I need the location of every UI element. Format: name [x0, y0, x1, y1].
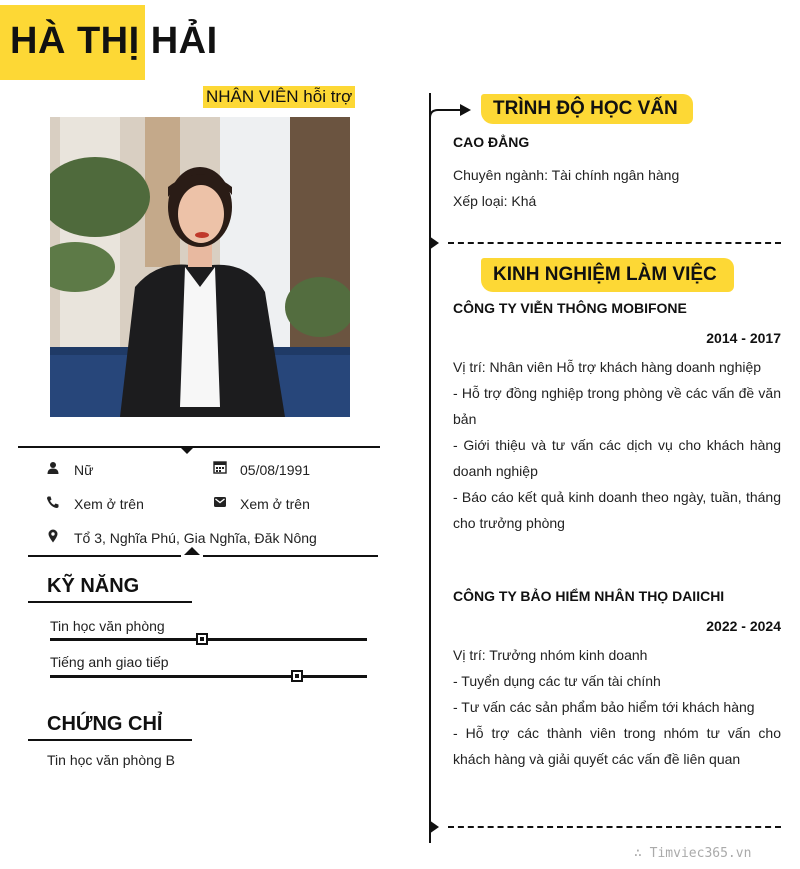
job-line: Vị trí: Trưởng nhóm kinh doanh [453, 647, 648, 663]
certificate-item: Tin học văn phòng B [47, 752, 175, 768]
company-name: CÔNG TY BẢO HIỂM NHÂN THỌ DAIICHI [453, 588, 725, 604]
birthday-value: 05/08/1991 [240, 462, 311, 478]
profile-photo [50, 117, 350, 417]
job-line: - Hỗ trợ các thành viên trong nhóm tư vấn cho khách hàng và giải quyết các vấn đề liên quan [453, 725, 781, 767]
address-value: Tổ 3, Nghĩa Phú, Gia Nghĩa, Đăk Nông [74, 530, 317, 546]
skills-underline [28, 601, 192, 603]
job-period: 2014 - 2017 [706, 330, 781, 346]
experience-title: KINH NGHIỆM LÀM VIỆC [493, 264, 717, 285]
certificates-title: CHỨNG CHỈ [47, 713, 163, 735]
education-title: TRÌNH ĐỘ HỌC VẤN [493, 98, 678, 119]
education-school: CAO ĐẲNG [453, 134, 530, 150]
skill-label: Tiếng anh giao tiếp [50, 654, 169, 670]
gender-value: Nữ [74, 462, 94, 478]
watermark-text: Timviec365.vn [649, 846, 752, 861]
location-icon [46, 529, 60, 543]
section-divider [448, 826, 781, 828]
timeline-line [429, 93, 431, 843]
job-period: 2022 - 2024 [706, 618, 781, 634]
skill-level-marker [196, 633, 208, 645]
phone-icon [46, 495, 60, 509]
phone-value: Xem ở trên [74, 496, 144, 512]
info-divider-top [18, 446, 380, 448]
education-major: Chuyên ngành: Tài chính ngân hàng [453, 167, 680, 183]
skill-bar [50, 638, 367, 641]
timeline-marker [429, 236, 439, 250]
job-line: - Tuyển dụng các tư vấn tài chính [453, 673, 661, 689]
job-line: - Báo cáo kết quả kinh doanh theo ngày, tuần, tháng cho trưởng phòng [453, 489, 781, 531]
job-line: - Giới thiệu và tư vấn các dịch vụ cho khách hàng doanh nghiệp [453, 437, 781, 479]
calendar-icon [213, 460, 227, 474]
section-divider [448, 242, 781, 244]
email-icon [213, 495, 227, 509]
job-line: - Hỗ trợ đồng nghiệp trong phòng về các vấn đề văn bản [453, 385, 781, 427]
skill-bar [50, 675, 367, 678]
certificates-underline [28, 739, 192, 741]
skill-label: Tin học văn phòng [50, 618, 165, 634]
skills-title: KỸ NĂNG [47, 575, 140, 597]
skill-level-marker [291, 670, 303, 682]
job-line: - Tư vấn các sản phẩm bảo hiểm tới khách hàng [453, 699, 755, 715]
education-grade: Xếp loại: Khá [453, 193, 537, 209]
info-divider-bottom [28, 555, 378, 557]
watermark: ∴ Timviec365.vn [634, 846, 752, 861]
job-line: Vị trí: Nhân viên Hỗ trợ khách hàng doanh nghiệp [453, 359, 762, 375]
candidate-name: HÀ THỊ HẢI [10, 20, 218, 62]
email-value: Xem ở trên [240, 496, 310, 512]
timeline-marker [429, 820, 439, 834]
arrow-right-icon [429, 101, 473, 119]
job-position: NHÂN VIÊN hỗi trợ [203, 86, 355, 108]
company-name: CÔNG TY VIỄN THÔNG MOBIFONE [453, 300, 687, 316]
user-icon [46, 461, 60, 475]
